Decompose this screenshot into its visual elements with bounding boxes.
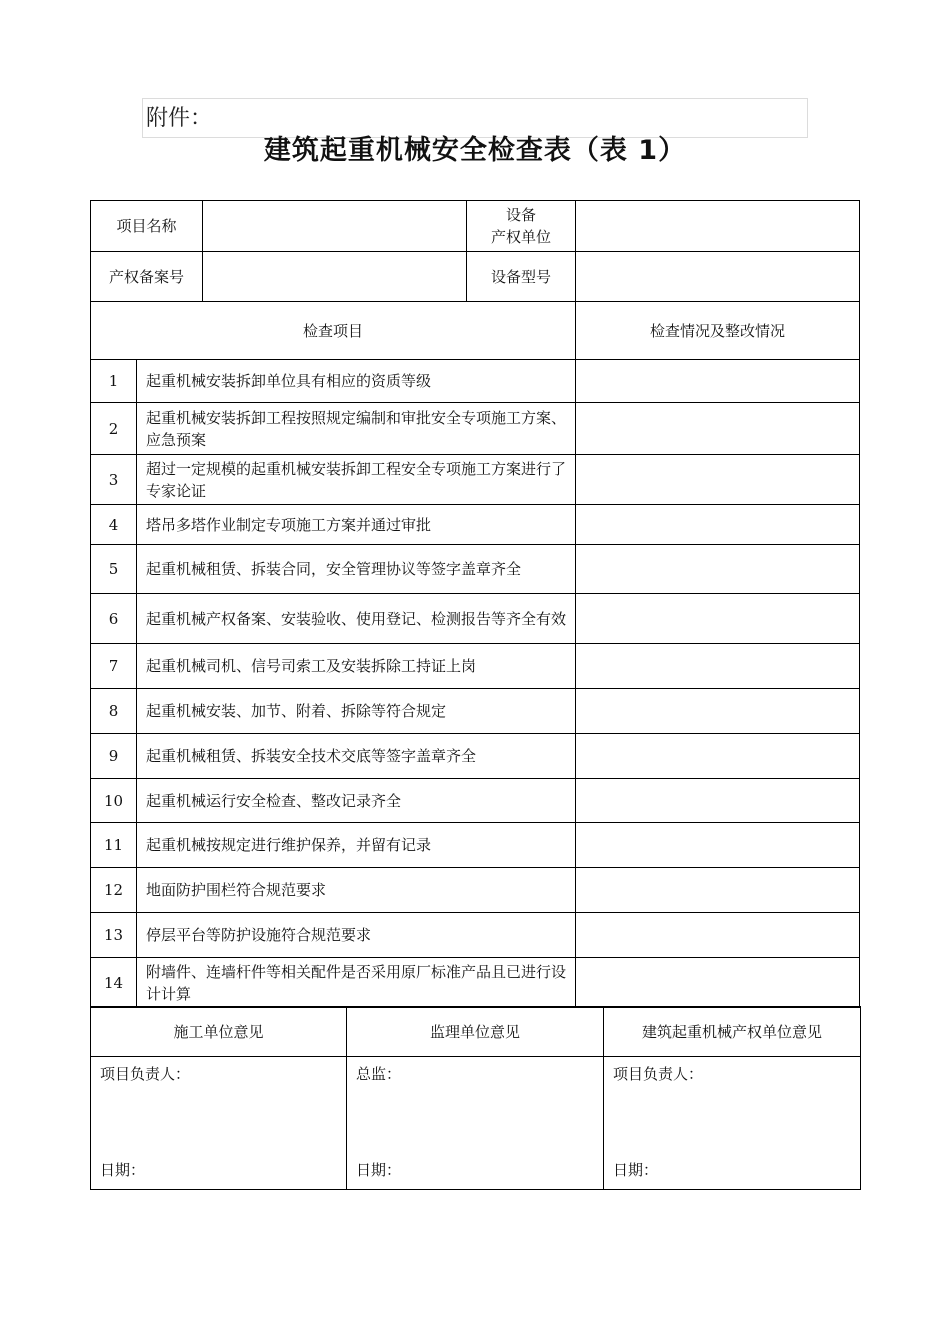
item-text	[136, 359, 576, 403]
item-text	[136, 733, 576, 779]
item-text	[136, 867, 576, 913]
item-text	[136, 454, 576, 505]
opinion-signature-area[interactable]	[603, 1056, 861, 1190]
model-field[interactable]	[575, 251, 860, 302]
item-text-content: 起重机械安装拆卸工程按照规定编制和审批安全专项施工方案、应急预案	[146, 408, 567, 449]
item-number	[90, 822, 137, 868]
item-text	[136, 688, 576, 734]
opinion-signer-label: 项目负责人：	[100, 1065, 191, 1083]
item-result-field[interactable]	[575, 912, 860, 958]
opinion-title	[90, 1006, 347, 1057]
item-number-text: 13	[103, 926, 124, 944]
item-text-content: 附墙件、连墙杆件等相关配件是否采用原厂标准产品且已进行设计计算	[146, 962, 567, 1003]
opinion-title	[346, 1006, 604, 1057]
item-number-text: 1	[108, 372, 119, 390]
item-text-content: 起重机械安装、加节、附着、拆除等符合规定	[146, 702, 447, 720]
opinion-signature-area[interactable]	[90, 1056, 347, 1190]
item-text-content: 起重机械司机、信号司索工及安装拆除工持证上岗	[146, 657, 477, 675]
item-text	[136, 643, 576, 689]
item-number	[90, 643, 137, 689]
item-number-text: 9	[108, 747, 119, 765]
opinion-title-text: 施工单位意见	[173, 1022, 264, 1041]
item-number-text: 7	[108, 657, 119, 675]
item-text	[136, 912, 576, 958]
item-number	[90, 544, 137, 594]
item-text	[136, 822, 576, 868]
opinion-title	[603, 1006, 861, 1057]
project-name-label: 项目名称	[90, 200, 203, 252]
opinion-title-text: 建筑起重机械产权单位意见	[641, 1022, 822, 1041]
item-text	[136, 778, 576, 823]
item-text	[136, 957, 576, 1008]
item-text-content: 起重机械产权备案、安装验收、使用登记、检测报告等齐全有效	[146, 609, 567, 628]
page-title: 建筑起重机械安全检查表（表 1）	[263, 135, 687, 166]
item-text-content: 起重机械安装拆卸单位具有相应的资质等级	[146, 372, 432, 390]
record-no-field[interactable]	[202, 251, 467, 302]
item-text	[136, 504, 576, 545]
item-number	[90, 912, 137, 958]
item-result-field[interactable]	[575, 643, 860, 689]
item-result-field[interactable]	[575, 454, 860, 505]
item-text-content: 塔吊多塔作业制定专项施工方案并通过审批	[146, 515, 432, 534]
item-number	[90, 402, 137, 455]
item-number	[90, 688, 137, 734]
item-number	[90, 454, 137, 505]
item-result-field[interactable]	[575, 688, 860, 734]
item-text	[136, 593, 576, 644]
item-number	[90, 593, 137, 644]
owner-unit-label: 设备 产权单位	[466, 200, 576, 252]
item-number	[90, 867, 137, 913]
item-number-text: 6	[108, 609, 119, 628]
opinion-signer-label: 总监：	[356, 1065, 402, 1083]
attachment-label: 附件：	[146, 106, 213, 131]
item-number-text: 10	[103, 791, 124, 810]
opinion-date-label: 日期：	[613, 1161, 659, 1179]
item-result-field[interactable]	[575, 822, 860, 868]
item-text-content: 地面防护围栏符合规范要求	[146, 881, 327, 899]
opinion-signer-label: 项目负责人：	[613, 1065, 704, 1083]
column-header-item: 检查项目	[90, 301, 576, 360]
item-number-text: 4	[108, 515, 119, 534]
item-text-content: 起重机械租赁、拆装安全技术交底等签字盖章齐全	[146, 747, 477, 765]
item-text-content: 超过一定规模的起重机械安装拆卸工程安全专项施工方案进行了专家论证	[146, 459, 567, 500]
item-text	[136, 402, 576, 455]
item-result-field[interactable]	[575, 593, 860, 644]
item-text-content: 起重机械运行安全检查、整改记录齐全	[146, 791, 402, 810]
project-name-field[interactable]	[202, 200, 467, 252]
item-text-content: 停层平台等防护设施符合规范要求	[146, 926, 372, 944]
item-number-text: 12	[103, 881, 124, 899]
item-result-field[interactable]	[575, 504, 860, 545]
item-text-content: 起重机械租赁、拆装合同，安全管理协议等签字盖章齐全	[146, 560, 522, 578]
opinion-signature-area[interactable]	[346, 1056, 604, 1190]
item-number-text: 2	[108, 419, 119, 438]
item-number-text: 8	[108, 702, 119, 720]
item-result-field[interactable]	[575, 544, 860, 594]
item-number	[90, 733, 137, 779]
item-number	[90, 957, 137, 1008]
item-number-text: 11	[103, 836, 124, 854]
item-number	[90, 359, 137, 403]
item-text	[136, 544, 576, 594]
item-result-field[interactable]	[575, 402, 860, 455]
item-result-field[interactable]	[575, 359, 860, 403]
item-result-field[interactable]	[575, 778, 860, 823]
item-number	[90, 504, 137, 545]
record-no-label: 产权备案号	[90, 251, 203, 302]
item-result-field[interactable]	[575, 867, 860, 913]
item-number-text: 14	[103, 973, 124, 992]
model-label: 设备型号	[466, 251, 576, 302]
opinion-date-label: 日期：	[356, 1161, 402, 1179]
owner-unit-field[interactable]	[575, 200, 860, 252]
item-result-field[interactable]	[575, 957, 860, 1008]
column-header-result: 检查情况及整改情况	[575, 301, 860, 360]
item-number-text: 3	[108, 470, 119, 489]
item-result-field[interactable]	[575, 733, 860, 779]
item-number	[90, 778, 137, 823]
item-text-content: 起重机械按规定进行维护保养，并留有记录	[146, 836, 432, 854]
item-number-text: 5	[108, 560, 119, 578]
opinion-title-text: 监理单位意见	[429, 1022, 520, 1041]
opinion-date-label: 日期：	[100, 1161, 146, 1179]
